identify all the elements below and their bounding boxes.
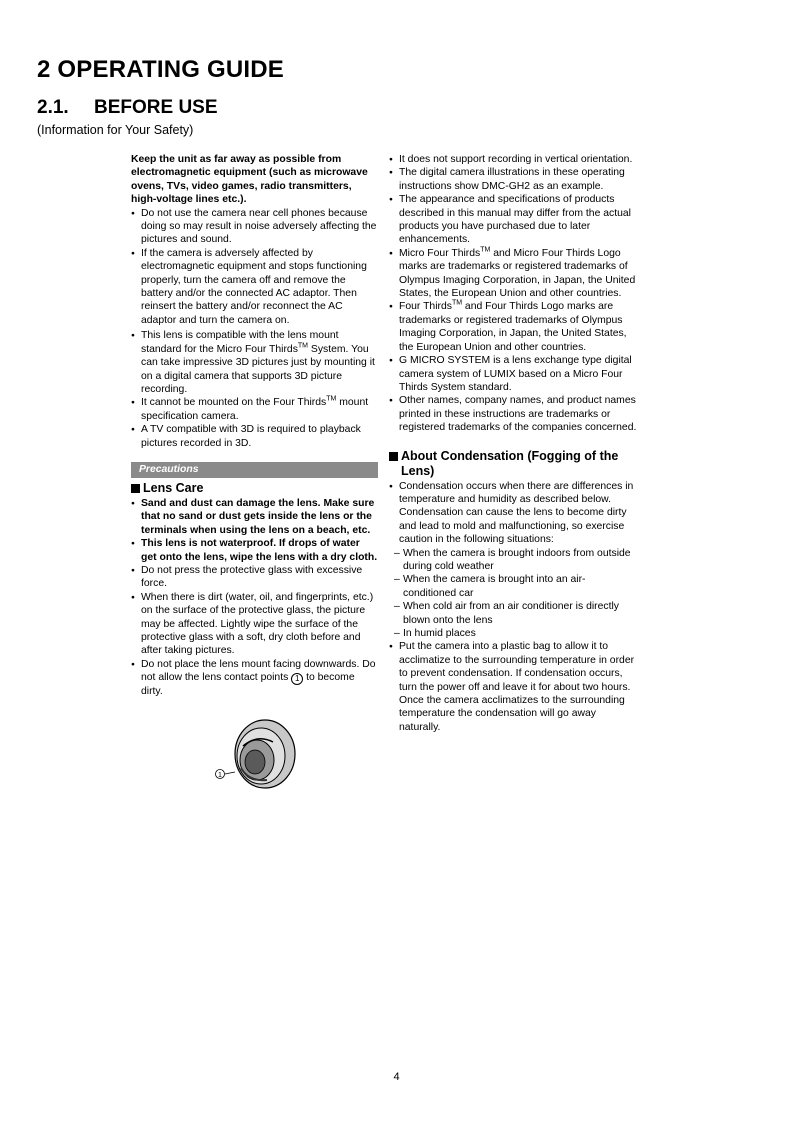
dash-item-humid: – In humid places [389,627,637,640]
bullet-dirt: ● When there is dirt (water, oil, and fingerprints, etc.) on the surface of the protective glass, the picture may be affected. Lightly wipe the surface of the protective glass with a soft, dry cloth before and after taking pictures. [131,591,378,658]
bullet-electromagnetic: ● If the camera is adversely affected by electromagnetic equipment and stops functioning properly, turn the camera off and remove the battery and/or the connected AC adaptor. Then reinsert the battery and/or reconnect the AC adaptor and turn the camera on. [131,247,378,327]
bullet-lens-mount: ● Do not place the lens mount facing downwards. Do not allow the lens contact points 1 to become dirty. [131,658,378,699]
section-heading [37,97,218,119]
bullet-mft-trademark: ● Micro Four Thirds™ and Micro Four Thirds Logo marks are trademarks or registered trademarks of Olympus Imaging Corporation, in Japan, the United States, the European Union and other countries. [389,247,637,301]
page-number: 4 [393,1071,400,1083]
bullet-g-micro-system: ● G MICRO SYSTEM is a lens exchange type digital camera system of LUMIX based on a Micro Four Thirds System standard. [389,354,637,394]
dash-item-indoors: – When the camera is brought indoors from outside during cold weather [389,547,637,574]
lens-care-heading: Lens Care [131,481,378,496]
precautions-banner: Precautions [131,462,378,478]
bullet-cell-phones: ● Do not use the camera near cell phones because doing so may result in noise adversely affecting the pictures and sound. [131,207,378,247]
bullet-illustrations: ● The digital camera illustrations in these operating instructions show DMC-GH2 as an example. [389,166,637,193]
bullet-3d-tv: ● A TV compatible with 3D is required to playback pictures recorded in 3D. [131,423,378,450]
left-column [131,153,378,699]
square-bullet-icon [131,484,140,493]
bullet-not-waterproof: ● This lens is not waterproof. If drops of water get onto the lens, wipe the lens with a dry cloth. [131,537,378,564]
section-title: BEFORE USE [94,97,218,118]
lens-mount-illustration [213,716,297,794]
bullet-other-names: ● Other names, company names, and product names printed in these instructions are trademarks or registered trademarks of the companies concerned. [389,394,637,434]
bullet-compatibility: ● This lens is compatible with the lens mount standard for the Micro Four Thirds™ System. You can take impressive 3D pictures just by mounting it on a digital camera that supports 3D picture recording. [131,329,378,396]
bullet-ft-trademark: ● Four Thirds™ and Four Thirds Logo marks are trademarks or registered trademarks of Olympus Imaging Corporation, in Japan, the United States, the European Union and other countries. [389,300,637,354]
dash-item-air-conditioner: – When cold air from an air conditioner is directly blown onto the lens [389,600,637,627]
intro-warning: Keep the unit as far away as possible from electromagnetic equipment (such as microwave ovens, TVs, video games, radio transmitters, high-voltage lines etc.). [131,154,368,206]
bullet-condensation-occurs: ● Condensation occurs when there are differences in temperature and humidity as described below. Condensation can cause the lens to become dirty and lead to mold and malfunctioning, so exercise caution in the following situations: [389,480,637,547]
figure-callout: 1 [218,772,222,779]
right-column [389,153,637,734]
bullet-four-thirds-mount: ● It cannot be mounted on the Four Thirds™ mount specification camera. [131,396,378,423]
dash-item-car: – When the camera is brought into an air-conditioned car [389,573,637,600]
bullet-plastic-bag: ● Put the camera into a plastic bag to allow it to acclimatize to the surrounding temperature in order to prevent condensation. If condensation occurs, turn the power off and leave it for about two hours. Once the camera acclimatizes to the surrounding temperature the condensation will go away naturally. [389,640,637,734]
bullet-sand-dust: ● Sand and dust can damage the lens. Make sure that no sand or dust gets inside the lens or the terminals when using the lens on a beach, etc. [131,497,378,537]
chapter-heading: 2 OPERATING GUIDE [37,56,284,83]
bullet-protective-glass: ● Do not press the protective glass with excessive force. [131,564,378,591]
section-subtitle: (Information for Your Safety) [37,123,194,137]
bullet-vertical: ● It does not support recording in vertical orientation. [389,153,637,166]
callout-number-icon: 1 [291,673,303,685]
section-number: 2.1. [37,97,69,118]
bullet-appearance: ● The appearance and specifications of products described in this manual may differ from the actual products you have purchased due to later enhancements. [389,193,637,247]
condensation-heading: About Condensation (Fogging of the Lens) [389,449,637,479]
square-bullet-icon [389,452,398,461]
